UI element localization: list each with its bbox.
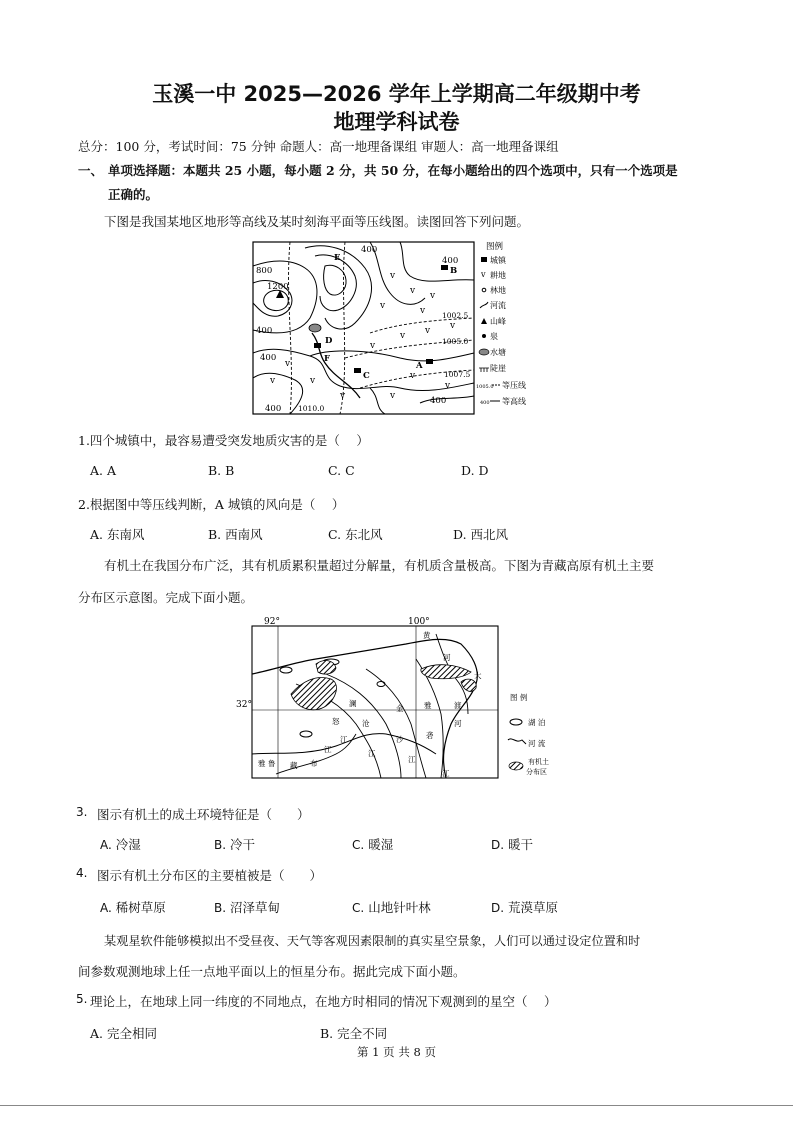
svg-text:v: v xyxy=(285,359,291,369)
page-bottom-divider xyxy=(0,1105,793,1106)
isobar-label: 1007.5 xyxy=(444,370,471,379)
map2-legend-item: 湖 泊 xyxy=(528,718,546,727)
page-footer: 第 1 页 共 8 页 xyxy=(357,1045,436,1059)
point-label-e: E xyxy=(334,253,341,263)
question-4-stem: 图示有机土分布区的主要植被是（ ） xyxy=(97,868,323,883)
svg-text:v: v xyxy=(310,376,316,386)
contour-label: 400 xyxy=(265,404,282,414)
river-char: 沧 xyxy=(362,719,370,728)
question-5-option[interactable]: A. 完全相同 xyxy=(90,1026,157,1041)
lon-label: 92° xyxy=(264,617,280,627)
isobar-label: 1010.0 xyxy=(298,404,325,413)
map2-legend-item: 分布区 xyxy=(526,768,547,776)
section-heading-line2: 正确的。 xyxy=(108,187,159,202)
question-5-number: 5. xyxy=(76,992,88,1006)
point-label-a: A xyxy=(416,361,423,371)
intro-paragraph-2-line1: 有机土在我国分布广泛，其有机质累积量超过分解量，有机质含量极高。下图为青藏高原有机土主要 xyxy=(104,558,655,573)
map1-legend-title: 图例 xyxy=(486,242,504,252)
question-1-option[interactable]: D. D xyxy=(461,463,489,478)
map1-legend-item: 等高线 xyxy=(502,397,526,406)
svg-text:v: v xyxy=(430,291,436,301)
question-5-option[interactable]: B. 完全不同 xyxy=(320,1026,388,1041)
contour-label: 1200 xyxy=(267,282,289,292)
svg-text:v: v xyxy=(445,381,451,391)
svg-text:v: v xyxy=(425,326,431,336)
contour-label: 400 xyxy=(256,326,273,336)
map1-legend-item: 城镇 xyxy=(490,256,506,265)
river-char: 大 xyxy=(474,671,482,680)
question-4-option[interactable]: B. 沼泽草甸 xyxy=(214,900,281,915)
map1-legend-item: 山峰 xyxy=(490,317,506,326)
intro-paragraph-1: 下图是我国某地区地形等高线及某时刻海平面等压线图。读图回答下列问题。 xyxy=(104,214,530,229)
contour-label: 400 xyxy=(442,256,459,266)
exam-meta: 总分：100 分，考试时间：75 分钟 命题人：高一地理备课组 审题人：高一地理备课组 xyxy=(78,139,559,154)
svg-text:v: v xyxy=(390,391,396,401)
question-3-stem: 图示有机土的成土环境特征是（ ） xyxy=(97,807,310,822)
svg-text:v: v xyxy=(410,371,416,381)
question-4-option[interactable]: C. 山地针叶林 xyxy=(352,900,431,915)
question-3-option[interactable]: C. 暖湿 xyxy=(352,837,394,852)
point-label-d: D xyxy=(325,336,333,346)
river-char: 怒 xyxy=(332,717,340,726)
section-heading-line1: 单项选择题：本题共 25 小题，每小题 2 分，共 50 分，在每小题给出的四个选项中，只有一个选项是 xyxy=(108,163,678,178)
river-char: 河 xyxy=(454,719,462,728)
contour-label: 400 xyxy=(361,245,378,255)
svg-text:v: v xyxy=(420,306,426,316)
svg-text:v: v xyxy=(400,331,406,341)
lat-label: 32° xyxy=(236,700,252,710)
map1-legend-item: 泉 xyxy=(490,332,498,341)
question-1-stem: 1.四个城镇中，最容易遭受突发地质灾害的是（ ） xyxy=(78,433,369,448)
map2-legend-item: 河 流 xyxy=(528,739,546,748)
river-char: 江 xyxy=(368,749,376,758)
map1-legend-contour-value: 400 xyxy=(480,400,490,406)
question-2-option[interactable]: C. 东北风 xyxy=(328,527,383,542)
contour-isobar-map xyxy=(250,238,542,418)
contour-label: 400 xyxy=(430,396,447,406)
question-4-option[interactable]: A. 稀树草原 xyxy=(100,900,166,915)
svg-text:v: v xyxy=(370,341,376,351)
svg-text:v: v xyxy=(410,286,416,296)
question-2-option[interactable]: A. 东南风 xyxy=(90,527,145,542)
exam-title-line2: 地理学科试卷 xyxy=(333,110,460,134)
isobar-label: 1005.0 xyxy=(442,337,469,346)
question-1-option[interactable]: A. A xyxy=(90,463,117,478)
exam-title-line1: 玉溪一中 2025—2026 学年上学期高二年级期中考 xyxy=(152,82,641,106)
svg-text:v: v xyxy=(380,301,386,311)
question-3-option[interactable]: D. 暖干 xyxy=(491,837,534,852)
intro-paragraph-2-line2: 分布区示意图。完成下面小题。 xyxy=(78,590,254,605)
intro-paragraph-3-line1: 某观星软件能够模拟出不受昼夜、天气等客观因素限制的真实星空景象，人们可以通过设定位置和时 xyxy=(104,934,641,948)
map2-legend-title: 图 例 xyxy=(510,693,528,702)
isobar-label: 1002.5 xyxy=(442,311,469,320)
svg-text:v: v xyxy=(481,270,486,279)
river-char: 鲁 xyxy=(268,759,276,768)
map1-legend-item: 林地 xyxy=(490,286,506,295)
river-char: 江 xyxy=(340,735,348,744)
river-char: 江 xyxy=(442,769,450,778)
river-char: 渡 xyxy=(454,701,462,710)
question-2-stem: 2.根据图中等压线判断，A 城镇的风向是（ ） xyxy=(78,497,345,512)
svg-text:v: v xyxy=(270,376,276,386)
question-1-option[interactable]: B. B xyxy=(208,463,235,478)
river-char: 藏 xyxy=(290,761,298,770)
question-1-option[interactable]: C. C xyxy=(328,463,355,478)
river-char: 砻 xyxy=(426,731,434,740)
point-label-c: C xyxy=(363,371,370,381)
question-3-option[interactable]: B. 冷干 xyxy=(214,837,256,852)
river-char: 金 xyxy=(396,704,404,713)
section-number: 一、 xyxy=(78,163,104,178)
river-char: 雅 xyxy=(258,759,266,768)
map1-legend-item: 河流 xyxy=(490,301,506,310)
river-char: 沙 xyxy=(396,735,404,744)
question-2-option[interactable]: D. 西北风 xyxy=(453,527,509,542)
lon-label: 100° xyxy=(408,617,430,627)
question-3-option[interactable]: A. 冷湿 xyxy=(100,837,141,852)
question-5-stem: 理论上，在地球上同一纬度的不同地点，在地方时相同的情况下观测到的星空（ ） xyxy=(90,994,557,1009)
contour-label: 800 xyxy=(256,266,273,276)
question-2-option[interactable]: B. 西南风 xyxy=(208,527,263,542)
point-label-b: B xyxy=(450,266,458,276)
svg-text:v: v xyxy=(450,321,456,331)
river-char: 河 xyxy=(443,653,451,662)
map1-legend-isobar-value: 1005.0 xyxy=(476,384,494,390)
contour-label: 400 xyxy=(260,353,277,363)
river-char: 黄 xyxy=(423,631,431,640)
river-char: 江 xyxy=(408,755,416,764)
map1-legend-item: 耕地 xyxy=(490,271,506,280)
question-3-number: 3. xyxy=(76,805,88,819)
svg-text:v: v xyxy=(340,391,346,401)
question-4-option[interactable]: D. 荒漠草原 xyxy=(491,900,559,915)
tibet-organic-soil-map xyxy=(236,614,566,780)
map1-legend-item: 陡崖 xyxy=(490,364,506,373)
river-char: 澜 xyxy=(349,699,357,708)
river-char: 雅 xyxy=(424,701,432,710)
river-char: 布 xyxy=(310,759,318,768)
map2-legend-item: 有机土 xyxy=(528,758,549,766)
point-label-f: F xyxy=(324,354,331,364)
svg-text:v: v xyxy=(390,271,396,281)
map1-legend-item: 等压线 xyxy=(502,381,526,390)
river-char: 江 xyxy=(324,745,332,754)
map1-legend-item: 水塘 xyxy=(490,348,506,357)
question-4-number: 4. xyxy=(76,866,88,880)
intro-paragraph-3-line2: 间参数观测地球上任一点地平面以上的恒星分布。据此完成下面小题。 xyxy=(78,964,466,979)
